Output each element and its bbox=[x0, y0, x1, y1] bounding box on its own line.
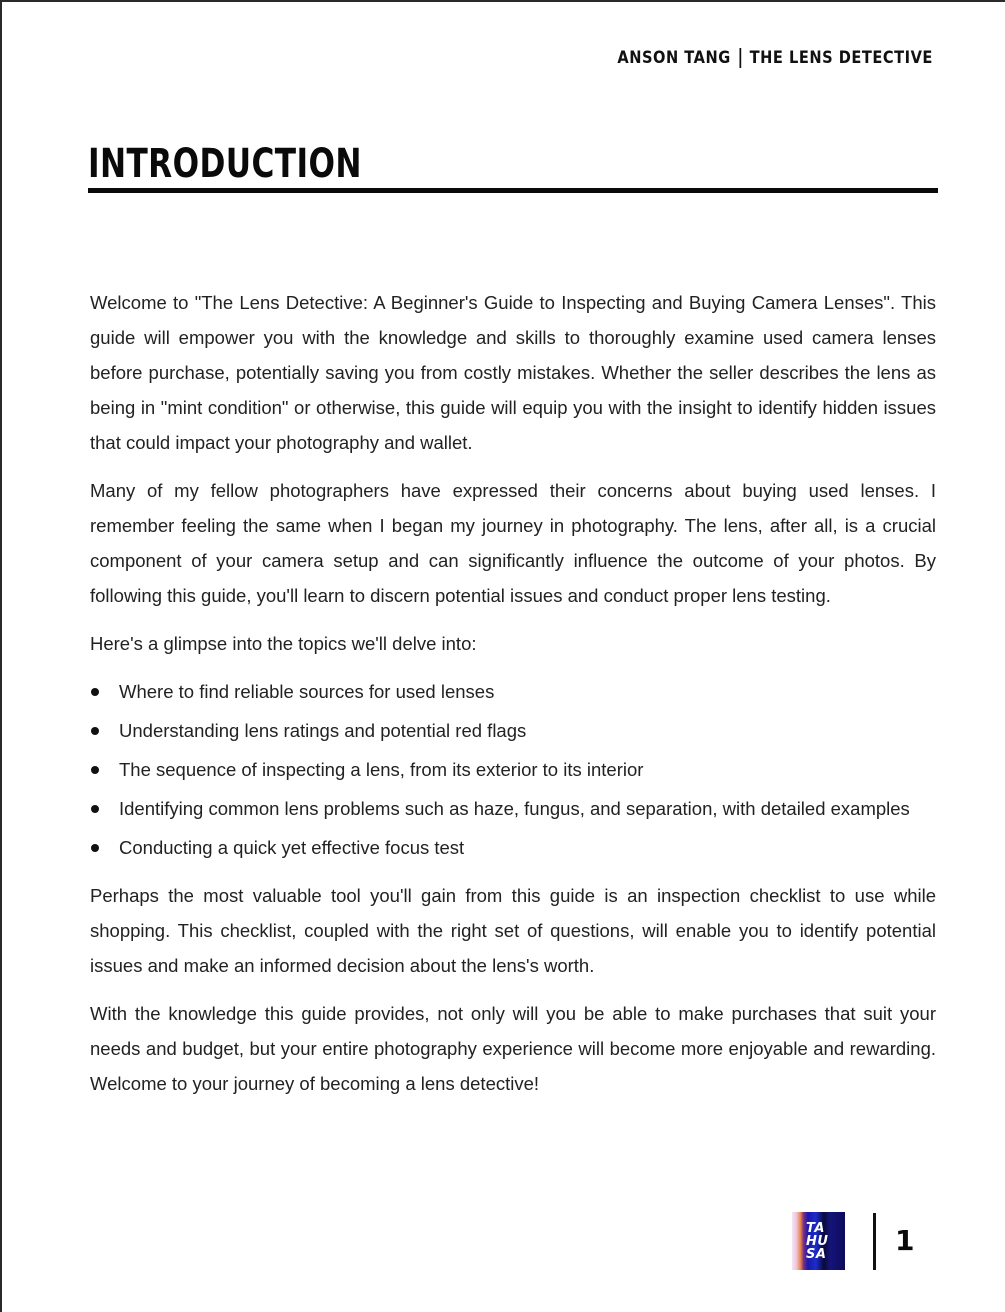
paragraph-checklist: Perhaps the most valuable tool you'll gain from this guide is an inspection checklist to use while shopping. This checklist, coupled with the right set of questions, will enable you to identify potential issues and make an informed decision about the lens's worth. bbox=[90, 885, 936, 976]
paragraph-concerns: Many of my fellow photographers have expressed their concerns about buying used lenses. I remember feeling the same when I began my journey in photography. The lens, after all, is a crucial component of your camera setup and can significantly influence the outcome of your photos. By following this guide, you'll learn to discern potential issues and conduct proper lens testing. bbox=[90, 480, 936, 606]
bullet-icon bbox=[91, 766, 99, 774]
list-item-text: Understanding lens ratings and potential red flags bbox=[119, 720, 527, 741]
bullet-icon bbox=[91, 727, 99, 735]
list-item bbox=[90, 752, 936, 787]
list-item bbox=[90, 830, 936, 865]
list-item bbox=[90, 791, 936, 826]
paragraph-topics-intro: Here's a glimpse into the topics we'll delve into: bbox=[90, 633, 477, 654]
list-item-text: Where to find reliable sources for used lenses bbox=[119, 681, 495, 702]
bullet-icon bbox=[91, 688, 99, 696]
header-separator bbox=[739, 48, 741, 68]
logo-text-line: SA bbox=[806, 1246, 827, 1262]
list-item bbox=[90, 713, 936, 748]
publisher-logo bbox=[792, 1212, 845, 1270]
bullet-icon bbox=[91, 844, 99, 852]
bullet-icon bbox=[91, 805, 99, 813]
body-content bbox=[90, 285, 936, 1114]
section-title: INTRODUCTION bbox=[88, 141, 362, 187]
list-item-text: Conducting a quick yet effective focus test bbox=[119, 837, 465, 858]
list-item-text: The sequence of inspecting a lens, from its exterior to its interior bbox=[119, 759, 644, 780]
logo-text-line: HU bbox=[806, 1233, 829, 1249]
list-item-text: Identifying common lens problems such as haze, fungus, and separation, with detailed examples bbox=[119, 798, 910, 819]
topics-list bbox=[90, 674, 936, 865]
title-underline-rule bbox=[88, 188, 938, 193]
paragraph-closing: With the knowledge this guide provides, not only will you be able to make purchases that suit your needs and budget, but your entire photography experience will become more enjoyable and rewarding. Welcome to your journey of becoming a lens detective! bbox=[90, 1003, 936, 1094]
header-book-title: THE LENS DETECTIVE bbox=[749, 48, 933, 68]
list-item bbox=[90, 674, 936, 709]
page-number: 1 bbox=[895, 1224, 915, 1257]
logo-text-line: TA bbox=[806, 1220, 825, 1236]
header-author: ANSON TANG bbox=[617, 48, 731, 68]
running-header bbox=[617, 48, 933, 68]
footer-separator bbox=[873, 1213, 876, 1270]
paragraph-welcome: Welcome to "The Lens Detective: A Beginner's Guide to Inspecting and Buying Camera Lenses". This guide will empower you with the knowledge and skills to thoroughly examine used camera lenses before purchase, potentially saving you from costly mistakes. Whether the seller describes the lens as being in "mint condition" or otherwise, this guide will equip you with the insight to identify hidden issues that could impact your photography and wallet. bbox=[90, 292, 936, 453]
